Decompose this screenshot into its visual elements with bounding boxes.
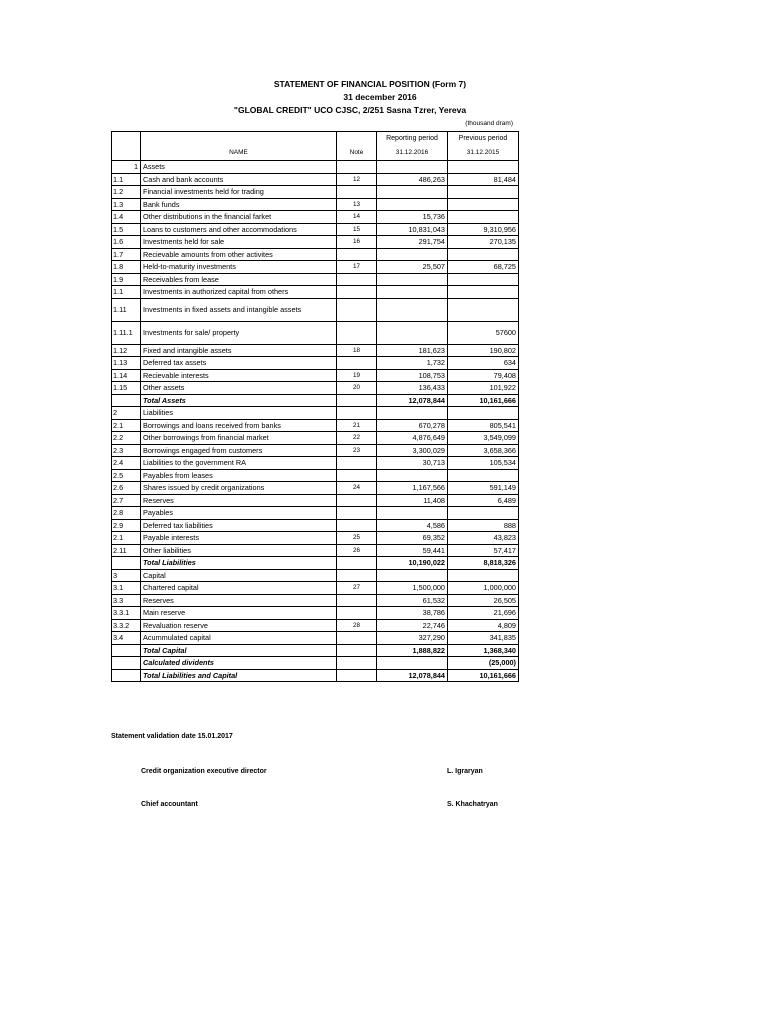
table-row — [112, 569, 519, 582]
row-note — [337, 594, 377, 607]
row-reporting-value: 181,623 — [377, 344, 448, 357]
row-name: Receivables from lease — [141, 273, 337, 286]
row-note — [337, 273, 377, 286]
row-previous-value — [448, 198, 519, 211]
row-name: Other assets — [141, 382, 337, 395]
row-previous-value: 8,818,326 — [448, 557, 519, 570]
row-code — [112, 669, 141, 682]
row-previous-value: 634 — [448, 357, 519, 370]
row-name: Reserves — [141, 494, 337, 507]
row-reporting-value: 61,532 — [377, 594, 448, 607]
row-note — [337, 407, 377, 420]
row-previous-value: 10,161,666 — [448, 669, 519, 682]
row-previous-value — [448, 569, 519, 582]
row-previous-value: 4,809 — [448, 619, 519, 632]
table-row — [112, 669, 519, 682]
row-note — [337, 519, 377, 532]
row-reporting-value — [377, 469, 448, 482]
row-code: 3.3.1 — [112, 607, 141, 620]
row-name: Payable interests — [141, 532, 337, 545]
row-previous-value — [448, 469, 519, 482]
row-previous-value — [448, 248, 519, 261]
row-code: 1.12 — [112, 344, 141, 357]
row-note — [337, 557, 377, 570]
row-previous-value: 57600 — [448, 321, 519, 344]
row-note — [337, 644, 377, 657]
row-reporting-value: 11,408 — [377, 494, 448, 507]
row-name: Total Assets — [141, 394, 337, 407]
row-code: 1.5 — [112, 223, 141, 236]
row-note — [337, 357, 377, 370]
row-previous-value: 591,149 — [448, 482, 519, 495]
row-name: Cash and bank accounts — [141, 173, 337, 186]
row-previous-value — [448, 186, 519, 199]
row-reporting-value: 486,263 — [377, 173, 448, 186]
row-name: Shares issued by credit organizations — [141, 482, 337, 495]
accountant-title: Chief accountant — [141, 801, 198, 808]
table-row — [112, 236, 519, 249]
row-name: Other borrowings from financial market — [141, 432, 337, 445]
row-reporting-value — [377, 507, 448, 520]
row-code: 2.2 — [112, 432, 141, 445]
table-row — [112, 357, 519, 370]
table-row — [112, 582, 519, 595]
table-row — [112, 273, 519, 286]
row-name: Total Liabilities — [141, 557, 337, 570]
row-code: 1.11 — [112, 298, 141, 321]
row-note — [337, 469, 377, 482]
row-code — [112, 394, 141, 407]
table-row — [112, 444, 519, 457]
row-code: 2.7 — [112, 494, 141, 507]
row-previous-value: 888 — [448, 519, 519, 532]
row-name: Payables — [141, 507, 337, 520]
row-name: Main reserve — [141, 607, 337, 620]
row-code: 3 — [112, 569, 141, 582]
row-name: Total Liabilities and Capital — [141, 669, 337, 682]
row-note: 21 — [337, 419, 377, 432]
row-code: 1.4 — [112, 211, 141, 224]
row-note — [337, 248, 377, 261]
row-previous-value: 101,922 — [448, 382, 519, 395]
row-code — [112, 557, 141, 570]
row-previous-value — [448, 273, 519, 286]
row-note: 22 — [337, 432, 377, 445]
table-row — [112, 321, 519, 344]
row-previous-value: 3,549,099 — [448, 432, 519, 445]
row-reporting-value: 670,278 — [377, 419, 448, 432]
row-previous-value: 68,725 — [448, 261, 519, 274]
row-note — [337, 186, 377, 199]
row-reporting-value: 291,754 — [377, 236, 448, 249]
row-code: 2.8 — [112, 507, 141, 520]
row-name: Borrowings engaged from customers — [141, 444, 337, 457]
row-note — [337, 569, 377, 582]
row-reporting-value: 22,746 — [377, 619, 448, 632]
reporting-period-header: Reporting period — [377, 132, 448, 147]
row-name: Financial investments held for trading — [141, 186, 337, 199]
row-code: 3.1 — [112, 582, 141, 595]
table-row — [112, 532, 519, 545]
table-row — [112, 344, 519, 357]
row-previous-value: 10,161,666 — [448, 394, 519, 407]
row-note: 26 — [337, 544, 377, 557]
table-row — [112, 186, 519, 199]
row-reporting-value: 59,441 — [377, 544, 448, 557]
row-reporting-value — [377, 248, 448, 261]
validation-date: Statement validation date 15.01.2017 — [111, 733, 233, 740]
table-row — [112, 298, 519, 321]
row-reporting-value: 10,831,043 — [377, 223, 448, 236]
row-reporting-value: 1,888,822 — [377, 644, 448, 657]
row-code: 1.6 — [112, 236, 141, 249]
table-row — [112, 211, 519, 224]
table-row — [112, 261, 519, 274]
row-name: Fixed and intangible assets — [141, 344, 337, 357]
row-reporting-value — [377, 161, 448, 174]
row-reporting-value — [377, 657, 448, 670]
row-note: 19 — [337, 369, 377, 382]
row-code: 1.15 — [112, 382, 141, 395]
row-reporting-value: 30,713 — [377, 457, 448, 470]
row-note — [337, 632, 377, 645]
row-reporting-value — [377, 186, 448, 199]
row-previous-value — [448, 407, 519, 420]
row-note — [337, 669, 377, 682]
row-code: 1.11.1 — [112, 321, 141, 344]
financial-position-table — [111, 131, 519, 682]
table-row — [112, 469, 519, 482]
row-code: 2.11 — [112, 544, 141, 557]
table-row — [112, 369, 519, 382]
row-code: 3.4 — [112, 632, 141, 645]
row-name: Borrowings and loans received from banks — [141, 419, 337, 432]
row-reporting-value: 4,586 — [377, 519, 448, 532]
note-header: Note — [337, 146, 377, 161]
row-note: 18 — [337, 344, 377, 357]
previous-date-header: 31.12.2015 — [448, 146, 519, 161]
row-note — [337, 161, 377, 174]
table-row — [112, 507, 519, 520]
row-previous-value: 9,310,956 — [448, 223, 519, 236]
row-reporting-value — [377, 273, 448, 286]
row-previous-value: 190,802 — [448, 344, 519, 357]
row-previous-value: 1,368,340 — [448, 644, 519, 657]
row-name: Investments in fixed assets and intangible assets — [141, 298, 337, 321]
row-previous-value: 79,408 — [448, 369, 519, 382]
table-row — [112, 419, 519, 432]
row-reporting-value: 108,753 — [377, 369, 448, 382]
row-reporting-value: 3,300,029 — [377, 444, 448, 457]
table-row — [112, 286, 519, 299]
row-previous-value — [448, 286, 519, 299]
table-row — [112, 248, 519, 261]
row-previous-value: 805,541 — [448, 419, 519, 432]
row-previous-value: 57,417 — [448, 544, 519, 557]
row-reporting-value: 10,190,022 — [377, 557, 448, 570]
row-code: 2.9 — [112, 519, 141, 532]
row-name: Recievable amounts from other activites — [141, 248, 337, 261]
row-code: 2.1 — [112, 419, 141, 432]
row-code: 1.1 — [112, 173, 141, 186]
director-name: L. Igraryan — [447, 768, 483, 775]
unit-label: (thousand dram) — [465, 120, 513, 127]
row-reporting-value: 4,876,649 — [377, 432, 448, 445]
row-reporting-value: 38,786 — [377, 607, 448, 620]
table-row — [112, 644, 519, 657]
row-previous-value: 6,489 — [448, 494, 519, 507]
row-name: Investments for sale/ property — [141, 321, 337, 344]
row-code: 1.14 — [112, 369, 141, 382]
row-name: Loans to customers and other accommodations — [141, 223, 337, 236]
row-code: 1.2 — [112, 186, 141, 199]
row-reporting-value — [377, 407, 448, 420]
row-reporting-value: 1,500,000 — [377, 582, 448, 595]
row-code: 2 — [112, 407, 141, 420]
table-row — [112, 632, 519, 645]
table-row — [112, 198, 519, 211]
table-row — [112, 223, 519, 236]
row-reporting-value — [377, 321, 448, 344]
row-reporting-value — [377, 298, 448, 321]
row-note — [337, 494, 377, 507]
table-header-row — [112, 132, 519, 147]
row-name: Deferred tax liabilities — [141, 519, 337, 532]
row-previous-value — [448, 298, 519, 321]
table-row — [112, 607, 519, 620]
row-code — [112, 644, 141, 657]
row-previous-value — [448, 211, 519, 224]
row-name: Acummulated capital — [141, 632, 337, 645]
row-code — [112, 657, 141, 670]
table-row — [112, 382, 519, 395]
table-row — [112, 619, 519, 632]
name-header: NAME — [141, 146, 337, 161]
row-previous-value: 3,658,366 — [448, 444, 519, 457]
company-name: "GLOBAL CREDIT" UCO CJSC, 2/251 Sasna Tzrer, Yereva — [233, 105, 467, 115]
row-code: 2.6 — [112, 482, 141, 495]
table-row — [112, 594, 519, 607]
director-title: Credit organization executive director — [141, 768, 267, 775]
row-reporting-value: 25,507 — [377, 261, 448, 274]
row-name: Other distributions in the financial farket — [141, 211, 337, 224]
row-code: 1 — [112, 161, 141, 174]
row-note: 16 — [337, 236, 377, 249]
table-row — [112, 657, 519, 670]
row-name: Recievable interests — [141, 369, 337, 382]
row-code: 2.1 — [112, 532, 141, 545]
row-name: Deferred tax assets — [141, 357, 337, 370]
row-code: 2.4 — [112, 457, 141, 470]
row-note — [337, 457, 377, 470]
row-name: Held-to-maturity investments — [141, 261, 337, 274]
row-note — [337, 394, 377, 407]
row-reporting-value: 136,433 — [377, 382, 448, 395]
row-reporting-value: 12,078,844 — [377, 669, 448, 682]
row-previous-value: 26,505 — [448, 594, 519, 607]
row-previous-value: 105,534 — [448, 457, 519, 470]
row-note — [337, 607, 377, 620]
row-code: 3.3.2 — [112, 619, 141, 632]
table-row — [112, 457, 519, 470]
row-reporting-value — [377, 569, 448, 582]
table-header-row-2 — [112, 146, 519, 161]
statement-title: STATEMENT OF FINANCIAL POSITION (Form 7) — [273, 79, 467, 89]
row-previous-value: 270,135 — [448, 236, 519, 249]
row-code: 2.3 — [112, 444, 141, 457]
row-code: 3.3 — [112, 594, 141, 607]
row-previous-value: (25,000) — [448, 657, 519, 670]
row-previous-value: 81,484 — [448, 173, 519, 186]
reporting-date-header: 31.12.2016 — [377, 146, 448, 161]
row-previous-value: 21,696 — [448, 607, 519, 620]
table-row — [112, 173, 519, 186]
table-row — [112, 557, 519, 570]
row-name: Payables from leases — [141, 469, 337, 482]
row-previous-value: 1,000,000 — [448, 582, 519, 595]
row-previous-value: 341,835 — [448, 632, 519, 645]
row-note: 23 — [337, 444, 377, 457]
row-code: 1.9 — [112, 273, 141, 286]
row-name: Assets — [141, 161, 337, 174]
row-note: 27 — [337, 582, 377, 595]
row-note: 25 — [337, 532, 377, 545]
row-code: 1.7 — [112, 248, 141, 261]
row-name: Calculated dividents — [141, 657, 337, 670]
row-note: 28 — [337, 619, 377, 632]
row-note — [337, 298, 377, 321]
row-name: Liabilities to the government RA — [141, 457, 337, 470]
row-name: Investments held for sale — [141, 236, 337, 249]
table-row — [112, 161, 519, 174]
row-code: 1.3 — [112, 198, 141, 211]
row-reporting-value: 15,736 — [377, 211, 448, 224]
row-reporting-value: 1,732 — [377, 357, 448, 370]
row-note: 24 — [337, 482, 377, 495]
table-row — [112, 394, 519, 407]
row-reporting-value: 1,167,566 — [377, 482, 448, 495]
table-row — [112, 544, 519, 557]
row-note: 14 — [337, 211, 377, 224]
row-reporting-value: 327,290 — [377, 632, 448, 645]
row-previous-value: 43,823 — [448, 532, 519, 545]
accountant-name: S. Khachatryan — [447, 801, 498, 808]
row-note — [337, 507, 377, 520]
row-note: 17 — [337, 261, 377, 274]
row-code: 1.1 — [112, 286, 141, 299]
row-previous-value — [448, 161, 519, 174]
row-note — [337, 657, 377, 670]
row-code: 1.13 — [112, 357, 141, 370]
row-name: Other liabilities — [141, 544, 337, 557]
table-row — [112, 407, 519, 420]
row-name: Investments in authorized capital from others — [141, 286, 337, 299]
row-note — [337, 286, 377, 299]
row-name: Capital — [141, 569, 337, 582]
row-reporting-value: 12,078,844 — [377, 394, 448, 407]
table-row — [112, 432, 519, 445]
row-code: 1.8 — [112, 261, 141, 274]
row-name: Reserves — [141, 594, 337, 607]
row-name: Chartered capital — [141, 582, 337, 595]
row-note — [337, 321, 377, 344]
table-row — [112, 494, 519, 507]
row-name: Liabilities — [141, 407, 337, 420]
statement-date: 31 december 2016 — [343, 92, 417, 102]
row-note: 13 — [337, 198, 377, 211]
row-note: 12 — [337, 173, 377, 186]
row-name: Total Capital — [141, 644, 337, 657]
row-reporting-value — [377, 286, 448, 299]
table-row — [112, 482, 519, 495]
table-row — [112, 519, 519, 532]
previous-period-header: Previous period — [448, 132, 519, 147]
row-previous-value — [448, 507, 519, 520]
row-note: 20 — [337, 382, 377, 395]
row-name: Revaluation reserve — [141, 619, 337, 632]
row-reporting-value — [377, 198, 448, 211]
row-note: 15 — [337, 223, 377, 236]
row-reporting-value: 69,352 — [377, 532, 448, 545]
row-name: Bank funds — [141, 198, 337, 211]
row-code: 2.5 — [112, 469, 141, 482]
